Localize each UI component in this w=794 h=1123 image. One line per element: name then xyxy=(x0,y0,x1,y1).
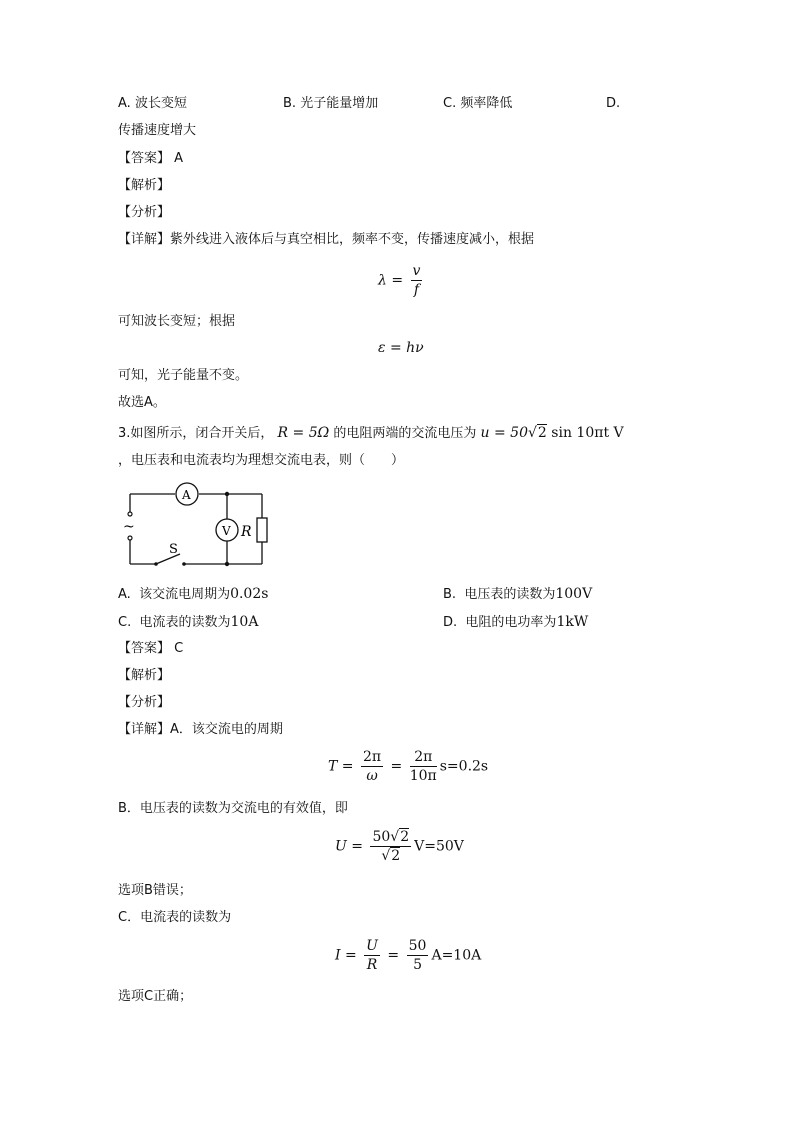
q3-b-result: 选项B错误； xyxy=(118,883,192,898)
answer-label: 【答案】 xyxy=(118,641,171,656)
q2-conclusion: 故选A。 xyxy=(118,395,166,410)
q2-option-c: C. 频率降低 xyxy=(443,96,513,111)
ammeter-label: A xyxy=(182,488,191,502)
q3-stem-voltage: u = 50√2 sin 10πt V xyxy=(480,425,624,441)
q3-option-c: C. 电流表的读数为10A xyxy=(118,614,259,630)
q2-option-a: A. 波长变短 xyxy=(118,96,187,111)
q2-text-after-eq1: 可知波长变短；根据 xyxy=(118,314,236,329)
q2-analysis-label: 【解析】 xyxy=(118,178,171,193)
q3-stem-line2: ，电压表和电流表均为理想交流电表，则（ ） xyxy=(118,453,405,468)
source-terminal-bottom xyxy=(128,536,132,540)
q3-option-a: A. 该交流电周期为0.02s xyxy=(118,586,269,602)
q3-option-d: D. 电阻的电功率为1kW xyxy=(443,614,589,630)
q3-circuit-diagram xyxy=(118,478,278,578)
voltmeter-label: V xyxy=(222,524,231,538)
resistor-label: R xyxy=(241,524,252,540)
q2-option-d-text: 传播速度增大 xyxy=(118,123,197,138)
q2-option-b: B. 光子能量增加 xyxy=(283,96,379,111)
q3-detail-c: C．电流表的读数为 xyxy=(118,910,232,925)
q3-stem-line1: 3.如图所示，闭合开关后， R = 5Ω 的电阻两端的交流电压为 u = 50√2 sin 10πt V xyxy=(118,425,624,441)
q3-fenxi-label: 【分析】 xyxy=(118,695,171,710)
q3-detail-a: 【详解】A．该交流电的周期 xyxy=(118,722,283,737)
switch-pivot xyxy=(154,562,158,566)
q2-equation-wavelength: λ = $\frac{v}{f}$ xyxy=(378,263,421,298)
junction-dot xyxy=(225,562,229,566)
switch-label: S xyxy=(169,542,178,557)
q3-equation-voltage: U = $\frac{50√2}{√2}$ V=50V xyxy=(335,829,464,864)
q3-option-b: B. 电压表的读数为100V xyxy=(443,586,593,602)
q2-fenxi-label: 【分析】 xyxy=(118,205,171,220)
q3-analysis-label: 【解析】 xyxy=(118,668,171,683)
q3-stem-resistance: R = 5Ω xyxy=(277,425,330,441)
q3-equation-current: I = $\frac{U}{R}$ = $\frac{50}{5}$ A=10A xyxy=(335,938,482,973)
q3-equation-period: T = $\frac{2\pi}{\omega}$ = $\frac{2\pi}{10\pi}$ s=0.2s xyxy=(328,749,489,784)
answer-value: C xyxy=(174,641,184,656)
source-terminal-top xyxy=(128,512,132,516)
q2-equation-energy: ε = hν xyxy=(378,340,424,356)
answer-label: 【答案】 xyxy=(118,151,171,166)
q3-c-result: 选项C正确； xyxy=(118,989,193,1004)
q3-answer xyxy=(118,640,183,658)
switch-contact xyxy=(182,562,186,566)
answer-value: A xyxy=(174,151,184,166)
q2-answer xyxy=(118,150,183,168)
junction-dot xyxy=(225,492,229,496)
q3-detail-b: B．电压表的读数为交流电的有效值，即 xyxy=(118,801,348,816)
q2-text-after-eq2: 可知，光子能量不变。 xyxy=(118,368,249,383)
q2-detail: 【详解】紫外线进入液体后与真空相比，频率不变，传播速度减小，根据 xyxy=(118,232,535,247)
source-symbol: ~ xyxy=(123,519,135,535)
q2-option-d: D. xyxy=(606,96,621,111)
